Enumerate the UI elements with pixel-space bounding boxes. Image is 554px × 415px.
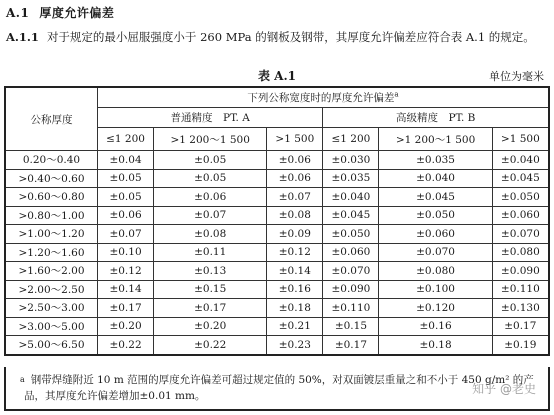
row-thickness: >0.60～0.80 — [5, 188, 98, 207]
row-thickness: >1.60～2.00 — [5, 262, 98, 281]
tolerance-cell: ±0.050 — [323, 225, 379, 244]
tolerance-cell: ±0.070 — [492, 225, 549, 244]
tolerance-cell: ±0.18 — [267, 299, 323, 318]
tolerance-cell: ±0.035 — [323, 169, 379, 188]
tolerance-cell: ±0.05 — [98, 188, 154, 207]
tolerance-cell: ±0.17 — [323, 336, 379, 355]
footnote-mark: a — [20, 375, 25, 384]
row-thickness: >1.00～1.20 — [5, 225, 98, 244]
table-row — [5, 225, 549, 244]
tolerance-cell: ±0.15 — [323, 317, 379, 336]
tolerance-cell: ±0.11 — [154, 243, 267, 262]
header-width-4: >1 200～1 500 — [379, 128, 492, 151]
tolerance-cell: ±0.050 — [379, 206, 492, 225]
tolerance-cell: ±0.050 — [492, 188, 549, 207]
tolerance-cell: ±0.22 — [154, 336, 267, 355]
tolerance-cell: ±0.20 — [154, 317, 267, 336]
table-row — [5, 262, 549, 281]
tolerance-cell: ±0.10 — [98, 243, 154, 262]
row-thickness: >3.00～5.00 — [5, 317, 98, 336]
tolerance-cell: ±0.17 — [492, 317, 549, 336]
tolerance-cell: ±0.07 — [267, 188, 323, 207]
row-thickness: >5.00～6.50 — [5, 336, 98, 355]
tolerance-cell: ±0.15 — [154, 280, 267, 299]
tolerance-cell: ±0.04 — [98, 151, 154, 170]
footnote-line-2: 品，其厚度允许偏差增加±0.01 mm。 — [24, 390, 206, 402]
table-row — [5, 243, 549, 262]
tolerance-cell: ±0.06 — [98, 206, 154, 225]
tolerance-cell: ±0.07 — [98, 225, 154, 244]
row-thickness: >2.00～2.50 — [5, 280, 98, 299]
tolerance-cell: ±0.14 — [267, 262, 323, 281]
header-width-5: >1 500 — [492, 128, 549, 151]
tolerance-cell: ±0.060 — [323, 243, 379, 262]
tolerance-cell: ±0.05 — [98, 169, 154, 188]
tolerance-cell: ±0.22 — [98, 336, 154, 355]
table-row — [5, 317, 549, 336]
tolerance-cell: ±0.070 — [323, 262, 379, 281]
tolerance-cell: ±0.08 — [154, 225, 267, 244]
row-thickness: >1.20～1.60 — [5, 243, 98, 262]
unit-label: 单位为毫米 — [489, 70, 544, 83]
tolerance-cell: ±0.100 — [379, 280, 492, 299]
table-row — [5, 299, 549, 318]
row-thickness: >0.40～0.60 — [5, 169, 98, 188]
tolerance-cell: ±0.17 — [154, 299, 267, 318]
section-heading — [6, 4, 114, 21]
header-high-precision: 高级精度 PT. B — [323, 108, 549, 128]
tolerance-cell: ±0.060 — [492, 206, 549, 225]
tolerance-cell: ±0.20 — [98, 317, 154, 336]
tolerance-cell: ±0.12 — [267, 243, 323, 262]
tolerance-cell: ±0.090 — [492, 262, 549, 281]
table-title: 表 A.1 — [257, 69, 297, 83]
tolerance-cell: ±0.09 — [267, 225, 323, 244]
tolerance-cell: ±0.06 — [267, 151, 323, 170]
header-width-2: >1 500 — [267, 128, 323, 151]
tolerance-cell: ±0.040 — [379, 169, 492, 188]
tolerance-cell: ±0.030 — [323, 151, 379, 170]
tolerance-cell: ±0.045 — [323, 206, 379, 225]
tolerance-cell: ±0.035 — [379, 151, 492, 170]
tolerance-cell: ±0.110 — [492, 280, 549, 299]
header-width-0: ≤1 200 — [98, 128, 154, 151]
tolerance-cell: ±0.05 — [154, 151, 267, 170]
tolerance-cell: ±0.21 — [267, 317, 323, 336]
tolerance-cell: ±0.16 — [267, 280, 323, 299]
row-thickness: >0.80～1.00 — [5, 206, 98, 225]
clause-paragraph — [6, 29, 546, 46]
tolerance-cell: ±0.045 — [492, 169, 549, 188]
clause-number: A.1.1 — [6, 30, 39, 44]
tolerance-cell: ±0.110 — [323, 299, 379, 318]
section-title: 厚度允许偏差 — [39, 6, 115, 20]
tolerance-cell: ±0.12 — [98, 262, 154, 281]
table-row — [5, 336, 549, 355]
table-footnote — [4, 367, 550, 411]
table-row — [5, 151, 549, 170]
tolerance-cell: ±0.06 — [267, 169, 323, 188]
tolerance-cell: ±0.06 — [154, 188, 267, 207]
tolerance-cell: ±0.16 — [379, 317, 492, 336]
tolerance-cell: ±0.120 — [379, 299, 492, 318]
header-width-3: ≤1 200 — [323, 128, 379, 151]
header-normal-precision: 普通精度 PT. A — [98, 108, 323, 128]
section-number: A.1 — [6, 6, 30, 20]
header-group-text: 下列公称宽度时的厚度允许偏差 — [247, 92, 395, 104]
tolerance-table — [4, 86, 550, 356]
footnote-ref: a — [394, 90, 399, 99]
table-row — [5, 280, 549, 299]
row-thickness: 0.20～0.40 — [5, 151, 98, 170]
clause-text: 对于规定的最小屈服强度小于 260 MPa 的钢板及钢带，其厚度允许偏差应符合表 A.1 的规定。 — [46, 30, 535, 44]
table-row — [5, 169, 549, 188]
tolerance-cell: ±0.18 — [379, 336, 492, 355]
tolerance-cell: ±0.070 — [379, 243, 492, 262]
tolerance-cell: ±0.07 — [154, 206, 267, 225]
watermark: 知乎 @老史 — [472, 382, 536, 396]
tolerance-cell: ±0.17 — [98, 299, 154, 318]
tolerance-cell: ±0.040 — [492, 151, 549, 170]
header-width-group — [98, 87, 550, 108]
tolerance-cell: ±0.23 — [267, 336, 323, 355]
tolerance-cell: ±0.080 — [492, 243, 549, 262]
tolerance-cell: ±0.090 — [323, 280, 379, 299]
row-thickness: >2.50～3.00 — [5, 299, 98, 318]
tolerance-cell: ±0.130 — [492, 299, 549, 318]
tolerance-cell: ±0.045 — [379, 188, 492, 207]
header-width-1: >1 200～1 500 — [154, 128, 267, 151]
tolerance-cell: ±0.080 — [379, 262, 492, 281]
header-thickness: 公称厚度 — [5, 87, 98, 151]
tolerance-cell: ±0.05 — [154, 169, 267, 188]
footnote-line-1: 钢带焊缝附近 10 m 范围的厚度允许偏差可超过规定值的 50%，对双面镀层重量之和不小于 450 g/m² 的产 — [30, 374, 534, 386]
table-row — [5, 188, 549, 207]
table-row — [5, 206, 549, 225]
tolerance-cell: ±0.19 — [492, 336, 549, 355]
tolerance-cell: ±0.060 — [379, 225, 492, 244]
tolerance-cell: ±0.08 — [267, 206, 323, 225]
tolerance-cell: ±0.040 — [323, 188, 379, 207]
tolerance-cell: ±0.13 — [154, 262, 267, 281]
tolerance-cell: ±0.14 — [98, 280, 154, 299]
